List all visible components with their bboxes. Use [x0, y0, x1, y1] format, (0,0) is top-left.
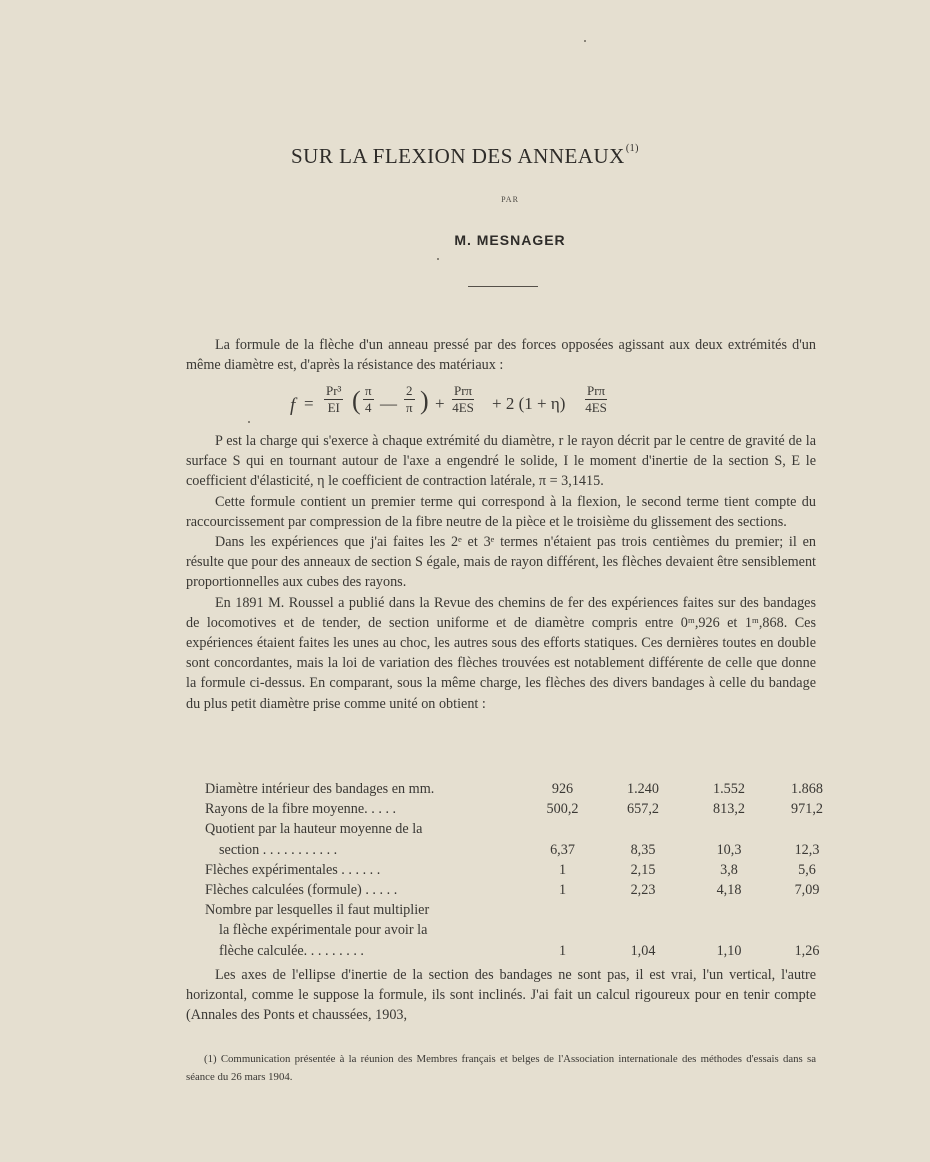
- formula-plus-1: +: [435, 394, 445, 413]
- cell: 1.552: [713, 781, 745, 797]
- cell: 500,2: [546, 801, 579, 818]
- paragraph-4: Dans les expériences que j'ai faites les 2ᵉ et 3ᵉ termes n'étaient pas trois centièmes du premier; il en résulte que pour des anneaux de section S égale, mais de rayon différent, les flèches devaient être sensiblement proportionnelles aux cubes des rayons.: [186, 534, 816, 591]
- cell: [686, 819, 772, 839]
- table-row: [205, 880, 842, 900]
- formula-paren-close: ): [420, 386, 429, 415]
- cell: 971,2: [791, 801, 823, 818]
- paper-speck: [248, 421, 250, 423]
- pi-numerator: π: [365, 383, 372, 398]
- cell: 1: [558, 882, 567, 899]
- term2-denominator: 4ES: [452, 400, 474, 415]
- table-row: [205, 819, 842, 839]
- footnote: [186, 1050, 816, 1086]
- cell: 7,09: [794, 882, 820, 899]
- row-label-continued: la flèche expérimentale pour avoir la: [219, 922, 428, 939]
- cell: [686, 900, 772, 920]
- paragraph-2: P est la charge qui s'exerce à chaque extrémité du diamètre, r le rayon décrit par le centre de gravité de la surface S qui en tournant autour de l'axe a engendré le solide, I le moment d'inertie de la section S, E le coefficient d'élasticité, η le coefficient de contraction latérale, π = 3,1415.: [186, 433, 816, 490]
- cell: 2,23: [630, 882, 656, 899]
- paper-speck: [437, 258, 439, 260]
- row-label: Diamètre intérieur des bandages en mm.: [205, 781, 435, 797]
- title-divider: [468, 286, 538, 287]
- cell: 6,37: [550, 841, 575, 858]
- two-denominator: π: [405, 400, 413, 415]
- deflection-formula: [290, 381, 720, 423]
- cell: 926: [551, 781, 574, 797]
- paragraph-1: La formule de la flèche d'un anneau pressé par des forces opposées agissant aux deux extrémités d'un même diamètre est, d'après la résistance des matériaux :: [186, 337, 816, 374]
- title-text: SUR LA FLEXION DES ANNEAUX: [290, 144, 625, 168]
- cell: 3,8: [720, 861, 738, 878]
- title-footnote-marker[interactable]: (1): [625, 143, 640, 154]
- formula-equals: =: [304, 394, 314, 413]
- cell: 1.868: [791, 781, 823, 797]
- cell: [600, 900, 686, 920]
- table-row: [205, 799, 842, 819]
- closing-text: [186, 965, 816, 1026]
- cell: 813,2: [713, 801, 745, 818]
- cell: 1,04: [630, 942, 656, 959]
- cell: 5,6: [798, 861, 816, 878]
- term1-numerator: Pr³: [326, 383, 342, 398]
- cell: [686, 920, 772, 940]
- cell: [525, 920, 600, 940]
- table-row: [205, 779, 842, 799]
- paragraph-5: En 1891 M. Roussel a publié dans la Revue des chemins de fer des expériences faites sur des bandages de locomotives et de tender, de section uniforme et de diamètre compris entre 0ᵐ,926 et 1ᵐ,868. Ces expériences étaient faites les unes au choc, les autres sous des efforts statiques. Ces dernières toutes en double sont concordantes, mais la loi de variation des flèches trouvées est notablement différente de celle que donne la formule ci-dessus. En comparant, sous la même charge, les flèches des divers bandages à celle du bandage du plus petit diamètre prise comme unité on obtient :: [186, 594, 816, 712]
- cell: 8,35: [630, 841, 656, 858]
- cell: 657,2: [627, 801, 659, 818]
- intro-paragraph-block: [186, 335, 816, 375]
- term2-numerator: Prπ: [454, 383, 473, 398]
- formula-term1: [324, 383, 343, 416]
- table-row: [205, 860, 842, 880]
- cell: [525, 900, 600, 920]
- term1-denominator: EI: [327, 400, 340, 415]
- formula-pi-over-4: [363, 383, 374, 416]
- cell: 1,10: [716, 942, 742, 959]
- formula-lhs: f: [290, 395, 296, 416]
- paper-speck: [584, 40, 586, 42]
- table-row: [205, 920, 842, 940]
- cell: 1: [558, 942, 567, 959]
- row-label: [205, 920, 525, 940]
- cell: 4,18: [716, 882, 742, 899]
- cell: [600, 920, 686, 940]
- cell: [600, 819, 686, 839]
- cell: [772, 900, 842, 920]
- paragraph-6: Les axes de l'ellipse d'inertie de la section des bandages ne sont pas, il est vrai, l'un vertical, l'autre horizontal, comme le suppose la formule, ils sont inclinés. J'ai fait un calcul rigoureux pour en tenir compte (Annales des Ponts et chaussées, 1903,: [186, 967, 816, 1024]
- term3-denominator: 4ES: [585, 400, 607, 415]
- row-label: Nombre par lesquelles il faut multiplier: [205, 902, 430, 919]
- term3-numerator: Prπ: [587, 383, 606, 398]
- footnote-text: (1) Communication présentée à la réunion des Membres français et belges de l'Association internationale des méthodes d'essais dans sa séance du 26 mars 1904.: [186, 1053, 816, 1083]
- cell: [525, 819, 600, 839]
- cell: 1.240: [627, 781, 659, 797]
- cell: 1,26: [794, 942, 820, 959]
- cell: [772, 920, 842, 940]
- author-name: M. MESNAGER: [454, 232, 566, 248]
- cell: [772, 819, 842, 839]
- article-title: [0, 143, 930, 169]
- row-label-continued: flèche calculée. . . . . . . . .: [219, 942, 364, 959]
- formula-2-over-pi: [404, 383, 415, 416]
- cell: 12,3: [794, 841, 820, 858]
- cell: 10,3: [716, 841, 742, 858]
- formula-term2: [452, 383, 474, 416]
- formula-paren-open: (: [352, 386, 361, 415]
- cell: 1: [558, 861, 567, 878]
- row-label: Flèches expérimentales . . . . . .: [205, 861, 381, 878]
- table-row: [205, 941, 842, 961]
- row-label: Quotient par la hauteur moyenne de la: [205, 821, 423, 838]
- row-label: Flèches calculées (formule) . . . . .: [205, 882, 398, 899]
- cell: 2,15: [630, 861, 656, 878]
- paragraph-3: Cette formule contient un premier terme qui correspond à la flexion, le second terme tient compte du raccourcissement par compression de la fibre neutre de la pièce et le troisième du glissement des sections.: [186, 493, 816, 530]
- row-label-continued: section . . . . . . . . . . .: [219, 841, 338, 858]
- two-numerator: 2: [406, 383, 413, 398]
- row-label: [205, 941, 525, 961]
- formula-term3: [585, 383, 607, 416]
- row-label: Rayons de la fibre moyenne. . . . .: [205, 801, 397, 818]
- row-label: [205, 840, 525, 860]
- table-row: [205, 900, 842, 920]
- formula-plus-2: + 2 (1 + η): [492, 394, 566, 413]
- main-text: [186, 431, 816, 714]
- pi-denominator: 4: [365, 400, 372, 415]
- byline: PAR: [501, 195, 519, 204]
- table-row: [205, 840, 842, 860]
- results-table: [205, 779, 842, 961]
- formula-minus: —: [380, 394, 397, 413]
